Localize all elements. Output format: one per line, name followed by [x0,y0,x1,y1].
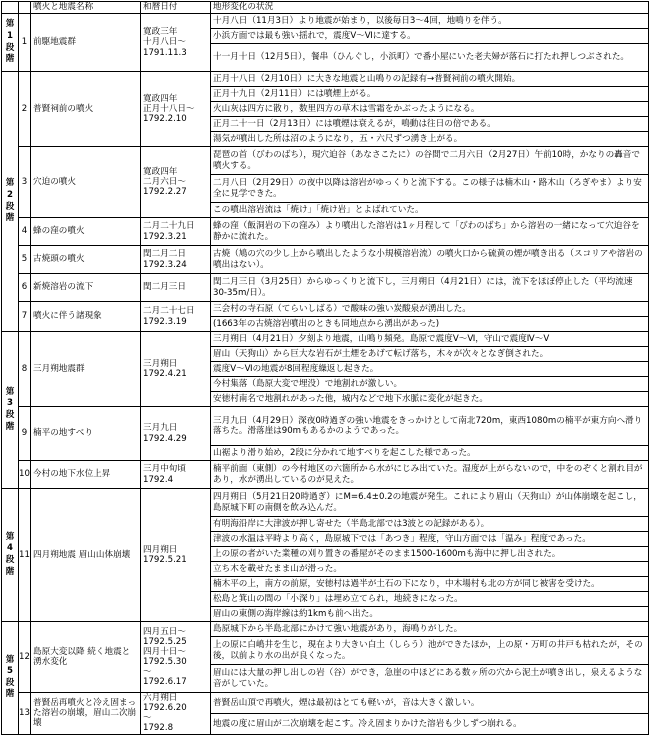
event-name: 今村の地下水位上昇 [31,461,141,489]
observation: 山裾より滑り始め，2段に分かれて地すべりを起こした様であった。 [211,446,649,461]
event-name: 楠平の地すべり [31,407,141,461]
header-name: 噴火と地震名称 [31,2,141,14]
event-number: 13 [19,693,31,735]
event-number: 12 [19,622,31,693]
observation: 津波の水温は平時より高く，島原城下では「あつき」程度，守山方面では「温み」程度であった。 [211,532,649,547]
observation: 二月八日（2月29日）の夜中以降は溶岩がゆっくりと流下する。この様子は楠木山・路木山（ろぎやま）より安全に見学できた。 [211,175,649,203]
table-row [2,332,649,347]
observation: 震度Ⅴ～Ⅵの地震が8回程度繰返し起きた。 [211,362,649,377]
observation: 琵琶の首（びわのばち），現穴迫谷（あなさこたに）の谷間で二月六日（2月27日）午前10時，かなりの轟音で噴火する。 [211,147,649,175]
table-row [2,218,649,246]
header-stage [2,2,19,14]
observation: 小浜方面では最も強い揺れで，震度Ⅴ～Ⅵに達する。 [211,29,649,44]
event-number: 8 [19,332,31,407]
observation: 楠平前面（東側）の今村地区の六箇所から水がにじみ出ていた。湿度が上がらないので，中をのぞくと割れ目があり，水が湧出しているのが見えた。 [211,461,649,489]
event-number: 2 [19,72,31,147]
observation: 正月二十一日（2月13日）には噴煙は衰えるが，鳴動は往日の倍である。 [211,117,649,132]
event-number: 4 [19,218,31,246]
event-name: 島原大変以降 続く地震と湧水変化 [31,622,141,693]
stage-label: 第 1 段 階 [2,14,19,72]
observation: 地震の度に眉山が二次崩壊を起こす。冷え固まりかけた溶岩も少しずつ崩れる。 [211,713,649,734]
table-row [2,407,649,446]
event-name: 前駆地震群 [31,14,141,72]
event-number: 11 [19,489,31,622]
event-name: 普賢岳再噴火と冷え固まった溶岩の崩壊，眉山二次崩壊 [31,693,141,735]
event-number: 5 [19,246,31,274]
stage-label: 第 4 段 階 [2,489,19,622]
table-row [2,461,649,489]
event-number: 6 [19,274,31,302]
header-desc: 地形変化の状況 [211,2,649,14]
table-row [2,246,649,274]
table-row [2,72,649,87]
observation: 上の原に白嶋井を生じ，現在より大きい白土（しらう）池ができたほか，上の原・万町の井戸も枯れたが，その後，以前より水の出が良くなった。 [211,637,649,665]
table-row [2,14,649,29]
observation: 上の原の者がいた業種の刈り置きの番屋がそのまま1500-1600mも海中に押し出された。 [211,547,649,562]
observation: この噴出溶岩流は「焼け」「焼け岩」とよばれていた。 [211,203,649,218]
observation: 立ち木を載せたまま山が滑った。 [211,562,649,577]
stage-label: 第 5 段 階 [2,622,19,735]
observation: 三会村の寺石原（てらいしばる）で酸味の強い炭酸泉が湧出した。 [211,302,649,317]
observation: 楠木平の上，南方の前原，安徳村は過半が土石の下になり，中木場村も北の方が同じ被害を受けた。 [211,577,649,592]
event-name: 蜂の窪の噴火 [31,218,141,246]
event-date: 寛政四年 二月六日～ 1792.2.27 [141,147,211,218]
event-name: 穴迫の噴火 [31,147,141,218]
observation: 島原城下から半島北部にかけて強い地震があり，海鳴りがした。 [211,622,649,637]
event-number: 10 [19,461,31,489]
event-date: 二月二十九日 1792.3.21 [141,218,211,246]
event-date: 二月二十七日 1792.3.19 [141,302,211,332]
table-row [2,302,649,317]
observation: 四月朔日（5月21日20時過ぎ）にM=6.4±0.2の地震が発生。これにより眉山（天狗山）が山体崩壊を起こし，島原城下町の南側を飲み込んだ。 [211,489,649,517]
event-name: 三月朔地震群 [31,332,141,407]
eruption-table [1,1,649,735]
observation: 火山灰は四方に散り，数里四方の草木は雪霜をかぶったようになる。 [211,102,649,117]
observation: 普賢岳山頂で再噴火，煙は最初はとても軽いが，音は大きく激しい。 [211,693,649,714]
observation: (1663年の古焼溶岩噴出のときも同地点から湧出があった) [211,317,649,332]
event-date: 六月朔日 1792.6.20 ～ 1792.8 [141,693,211,735]
observation: 三月朔日（4月21日）夕刻より地震，山鳴り頻発。島原で震度Ⅴ～Ⅵ，守山で震度Ⅳ～Ⅴ [211,332,649,347]
observation: 古焼（鳩の穴の少し上から噴出したような小規模溶岩流）の噴火口から硫黄の煙が噴き出る（スコリアや溶岩の噴出はない）。 [211,246,649,274]
observation: 正月十八日（2月10日）に大きな地震と山鳴りの記録有→普賢祠前の噴火開始。 [211,72,649,87]
event-name: 噴火に伴う諸現象 [31,302,141,332]
stage-label: 第 3 段 階 [2,332,19,489]
event-name: 四月朔地震 眉山山体崩壊 [31,489,141,622]
observation: 松島と箕山の間の「小深り」は埋め立てられ，地続きになった。 [211,592,649,607]
event-number: 9 [19,407,31,461]
table-row [2,622,649,637]
observation: 十月八日（11月3日）より地震が始まり，以後毎日3～4回，地鳴りを伴う。 [211,14,649,29]
observation: 今村集落（島原大変で埋没）で地割れが激しい。 [211,377,649,392]
observation: 三月九日（4月29日）深夜0時過ぎの強い地震をきっかけとして南北720m，東西1080mの楠平が東方向へ滑り落ちた。滑落崖は90mもあるかのようであった。 [211,407,649,446]
event-date: 四月朔日 1792.5.21 [141,489,211,622]
header-row [2,2,649,14]
observation: 有明海沿岸に大津波が押し寄せた（半島北部では3波との記録がある）。 [211,517,649,532]
table-row [2,489,649,517]
event-name: 普賢祠前の噴火 [31,72,141,147]
observation: 安徳村南名で地割れがあった他，城内などで地下水脈に変化が起きた。 [211,392,649,407]
event-date: 四月五日～ 1792.5.25 四月十日～ 1792.5.30 ～ 1792.6.17 [141,622,211,693]
observation: 十一月十日（12月5日），餐串（ひんぐし，小浜町）で番小屋にいた老夫婦が落石に打たれ押しつぶされた。 [211,44,649,72]
header-num [19,2,31,14]
observation: 蜂の窪（飯洞岩の下の窪み）より噴出した溶岩は1ヶ月程して「びわのばち」から溶岩の一緒になって穴迫谷を静かに流れた。 [211,218,649,246]
event-date: 閏二月三日 [141,274,211,302]
observation: 眉山の東側の海岸線は約1kmも前へ出た。 [211,607,649,622]
event-name: 新焼溶岩の流下 [31,274,141,302]
observation: 湯気が噴出した所は沼のようになり，五・六尺ずつ湧き上がる。 [211,132,649,147]
header-date: 和暦日付 [141,2,211,14]
observation: 正月十九日（2月11日）には噴煙上がる。 [211,87,649,102]
table-row [2,693,649,714]
event-number: 7 [19,302,31,332]
event-date: 寛政三年 十月八日～ 1791.11.3 [141,14,211,72]
event-date: 三月九日 1792.4.29 [141,407,211,461]
event-date: 寛政四年 正月十八日～ 1792.2.10 [141,72,211,147]
event-date: 閏二月二日 1792.3.24 [141,246,211,274]
event-date: 三月朔日 1792.4.21 [141,332,211,407]
table-row [2,147,649,175]
table-row [2,274,649,302]
observation: 眉山には大量の押し出しの岩（谷）ができ，急崖の中ほどにある数ヶ所の穴から泥土が噴き出し，泉えるような音がしていた。 [211,665,649,693]
stage-label: 第 2 段 階 [2,72,19,332]
event-number: 1 [19,14,31,72]
event-date: 三月中旬頃 1792.4 [141,461,211,489]
event-name: 古焼頭の噴火 [31,246,141,274]
event-number: 3 [19,147,31,218]
observation: 眉山（天狗山）から巨大な岩石が土煙をあげて転げ落ち，木々が次々となぎ倒された。 [211,347,649,362]
observation: 閏二月三日（3月25日）からゆっくりと流下し，三月朔日（4月21日）には，流下をほぼ停止した（平均流速30-35m/日）。 [211,274,649,302]
